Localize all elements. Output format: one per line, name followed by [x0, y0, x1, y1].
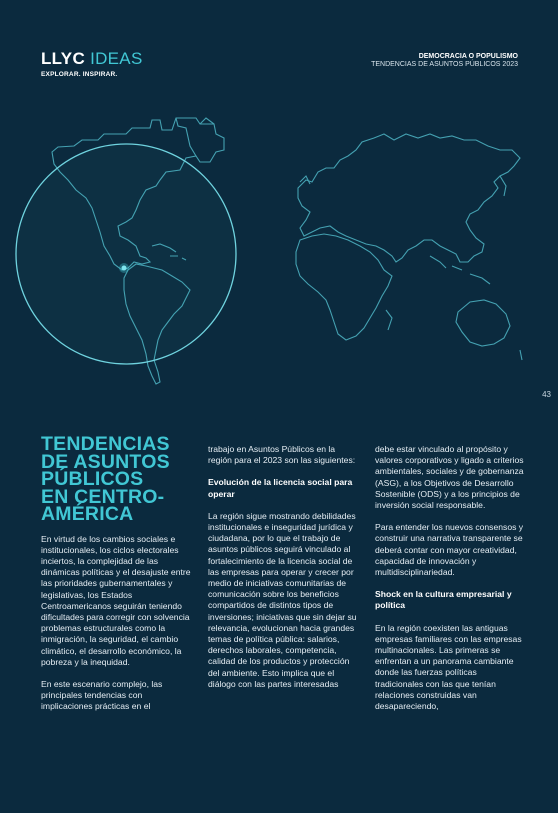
- map-africa: [296, 234, 392, 340]
- article-column-3: [375, 444, 527, 723]
- section-subtitle: TENDENCIAS DE ASUNTOS PÚBLICOS 2023: [371, 61, 518, 69]
- section-heading: Evolución de la licencia social para operar: [208, 477, 353, 499]
- paragraph: La región sigue mostrando debilidades institucionales e inseguridad jurídica y ciudadana, por lo que el trabajo de asuntos públicos seguirá vinculado al fortalecimiento de la licencia social de las empresas para operar y crecer por medio de iniciativas comunitarias de comunicación sobre los beneficios compartidos de distintos tipos de inversiones; iniciativas que sin dejar su relevancia, evolucionan hacia grandes temas de política pública: salarios, derechos laborales, competencia, calidad de los productos y protección del ambiente. Esto implica que el diálogo con las partes interesadas: [208, 510, 357, 689]
- article-column-2: [208, 444, 360, 701]
- page-number: 43: [542, 390, 551, 399]
- title-line: DE ASUNTOS: [41, 450, 170, 473]
- article-column-1: [41, 433, 193, 724]
- title-line: PÚBLICOS: [41, 468, 144, 490]
- title-line: EN CENTRO-: [41, 485, 165, 508]
- paragraph: En la región coexisten las antiguas empresas familiares con las empresas multinacionales. Las primeras se enfrentan a un panorama cambiante donde las fuerzas políticas tradicionales con las que tenían relaciones construidas van desapareciendo,: [375, 622, 522, 712]
- section-heading: Shock en la cultura empresarial y política: [375, 589, 512, 611]
- world-map-illustration: [0, 0, 558, 400]
- brand-primary: LLYC: [41, 49, 86, 68]
- article-title: [41, 433, 193, 525]
- title-line: AMÉRICA: [41, 503, 134, 525]
- map-location-marker: [122, 266, 127, 271]
- brand-tagline: EXPLORAR. INSPIRAR.: [41, 71, 118, 78]
- map-uk: [300, 176, 310, 184]
- map-nz: [520, 350, 522, 360]
- paragraph: trabajo en Asuntos Públicos en la región para el 2023 son las siguientes:: [208, 444, 356, 466]
- section-title: DEMOCRACIA O POPULISMO: [418, 53, 518, 60]
- map-japan: [500, 176, 506, 196]
- map-europe: [298, 134, 520, 262]
- paragraph: En este escenario complejo, las principales tendencias con implicaciones prácticas en el: [41, 678, 163, 712]
- paragraph: Para entender los nuevos consensos y construir una narrativa transparente se deberá contar con mayor creatividad, capacidad de innovación y multidisciplinariedad.: [375, 522, 524, 578]
- map-australia: [456, 300, 510, 346]
- paragraph: debe estar vinculado al propósito y valores corporativos y ligado a criterios ambientales, sociales y de gobernanza (ASG), a los Objetivos de Desarrollo Sostenible (ODS) y a los principios de inversión social responsable.: [375, 444, 524, 511]
- brand-accent: IDEAS: [90, 49, 143, 68]
- map-indonesia: [430, 256, 490, 284]
- map-focus-circle: [16, 144, 236, 364]
- paragraph: En virtud de los cambios sociales e institucionales, los ciclos electorales inciertos, la complejidad de las dinámicas políticas y el desajuste entre las prioridades gubernamentales y legislativas, los Estados Centroamericanos seguirán teniendo dificultades para corregir con solvencia problemas estructurales como la inmigración, la seguridad, el cambio climático, el desarrollo económico, la pobreza y la inequidad.: [41, 533, 191, 667]
- map-madagascar: [386, 310, 392, 330]
- title-line: TENDENCIAS: [41, 433, 170, 455]
